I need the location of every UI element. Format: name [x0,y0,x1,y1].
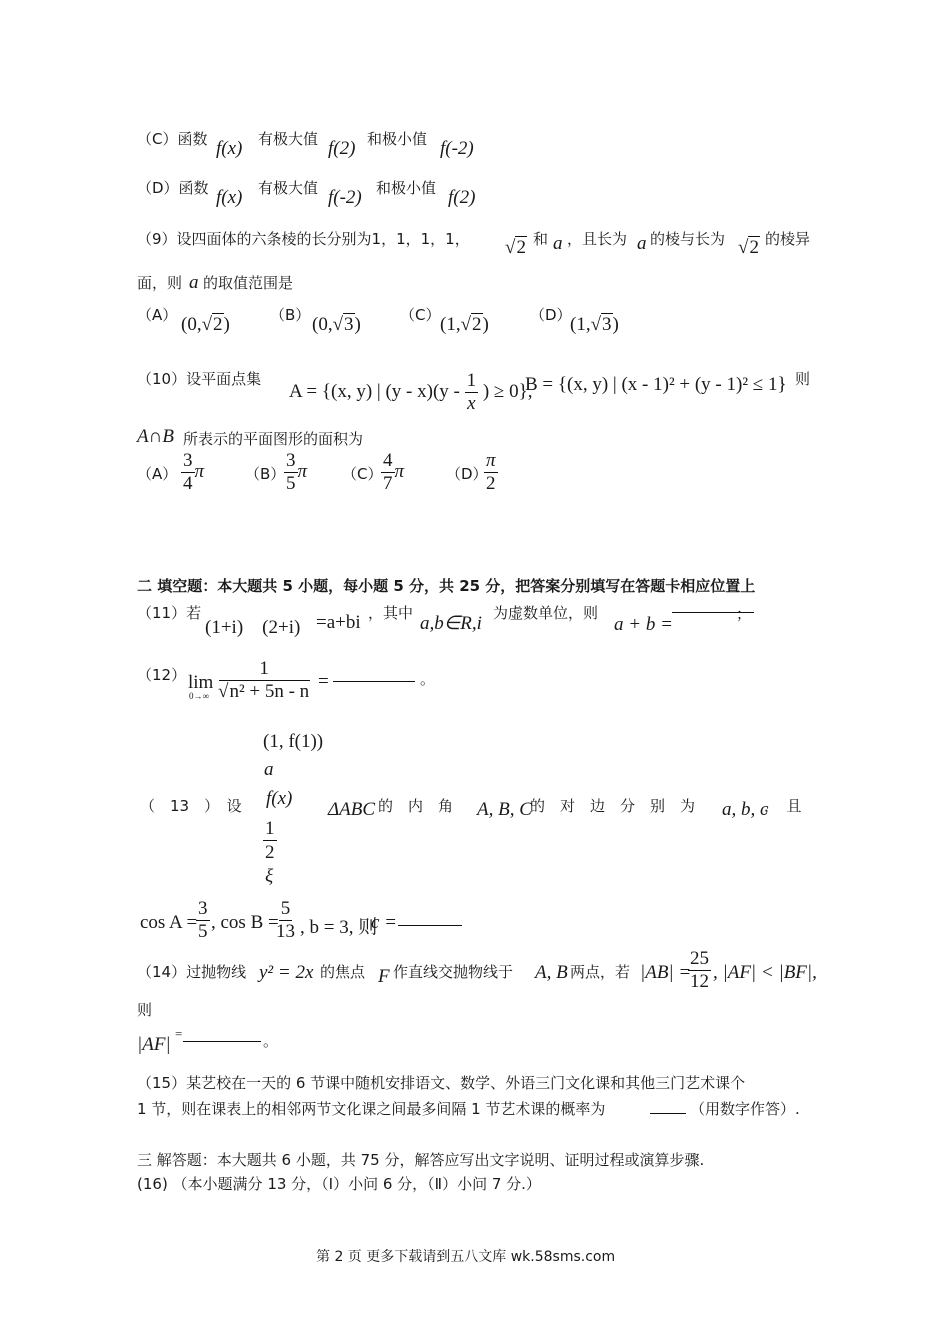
q9-mid2: 的棱与长为 [650,230,726,248]
q10-opt-b-label: （B） [245,465,286,483]
q14-absAF: |AF| [137,1034,171,1055]
q13-cosB: , cos B = [211,912,279,933]
q9-he: 和 [533,230,549,248]
q13-stack-3: 1 [265,818,275,839]
q9-opt-b: (0,√3) [312,314,361,335]
q9-line2a: 面，则 [137,274,183,292]
q13-cosA-frac: $\frac{3}{5}$ [198,898,208,942]
q14-t3: 两点，若 [570,963,631,981]
q8-c-f: f(x) [216,138,243,159]
q8-c-and: 和极小值 [367,130,428,148]
q9-sqrt2: √2 [505,237,526,258]
q13-answer-blank [398,925,462,926]
q9-opt-d-label: （D） [530,306,572,324]
section-3-title: 三 解答题：本大题共 6 小题，共 75 分，解答应写出文字说明、证明过程或演算步骤. [137,1151,705,1169]
q9-opt-d: (1,√3) [570,314,619,335]
q9-line2b: 的取值范围是 [203,274,294,292]
q14-AB: A, B [535,962,568,983]
q9-intro: （9）设四面体的六条棱的长分别为1，1，1，1， [137,230,470,248]
q14-F: F [378,966,390,987]
q13-tail: , b = 3, 则 [300,917,378,938]
q12-fraction: $\frac{1}{\text{√n² + 5n - n}}$ [218,658,310,702]
q9-sqrt2b: √2 [738,237,759,258]
q9-opt-c-label: （C） [400,306,441,324]
q9-a1: a [553,233,563,254]
q13-t1: 的 内 角 [378,797,454,815]
q12-eq: = [318,671,329,692]
q13-stack-4: 2 [265,842,275,863]
q11-cond: a,b∈R,i [420,613,482,634]
q13-stack-2: f(x) [266,788,293,809]
q8-d-v1: f(-2) [328,187,362,208]
q15-answer-blank [650,1113,686,1114]
page-footer: 第 2 页 更多下载请到五八文库 wk.58sms.com [316,1249,616,1265]
q13-tri: ΔABC [328,799,376,820]
q13-stack-5: ξ [265,866,274,887]
q13-label: （ 13 ） 设 [140,797,242,815]
q14-label: （14）过抛物线 [137,963,247,981]
section-2-title: 二 填空题：本大题共 5 小题，每小题 5 分，共 25 分，把答案分别填写在答题卡相应位置上 [137,577,756,595]
q10-opt-c: $\frac{4}{7}$ π [383,450,405,494]
q10-frac-1-x: $\frac{1}{x}$ [466,370,477,414]
q8-d-v2: f(2) [448,187,476,208]
q13-sides: a, b, c [722,799,769,820]
q9-opt-a-label: （A） [137,306,178,324]
q10-opt-c-label: （C） [342,465,383,483]
q14-absAB: |AB| = [640,962,692,983]
q11-eq: =a+bi [316,612,361,633]
q14-end: 。 [263,1032,279,1050]
q13-t3: ， 且 [764,797,802,815]
q13-abc: A, B, C [477,799,532,820]
q13-stack-0: (1, f(1)) [263,731,324,752]
q15-line2a: 1 节，则在课表上的相邻两节文化课之间最多间隔 1 节艺术课的概率为 [137,1100,606,1118]
q10-then: ，则 [780,370,811,388]
q10-line2: 所表示的平面图形的面积为 [183,430,364,448]
q8-c-mid: 有极大值 [258,130,319,148]
q9-opt-b-label: （B） [270,306,311,324]
q14-cond: , |AF| < |BF|, [713,962,817,983]
q13-stack-1: a [264,759,274,780]
q8-d-mid: 有极大值 [258,179,319,197]
q11-comma: ，其中 [368,604,414,622]
q14-eq: = [175,1026,183,1041]
q11-ans: a + b = [614,614,673,635]
q10-opt-d-label: （D） [446,465,488,483]
q12-lim: lim [188,672,214,693]
q9-a3: a [189,272,199,293]
q9-opt-c: (1,√2) [440,314,489,335]
q13-stack-bar [263,840,277,841]
q10-set-a: A = {(x, y) | (y - x)(y - $\frac{1}{x}$ ) ≥ 0}, [289,370,533,414]
q9-mid: ，且长为 [567,230,628,248]
q8-c-v1: f(2) [328,138,356,159]
question-16-header: (16) （本小题满分 13 分，（Ⅰ）小问 6 分，（Ⅱ）小问 7 分.） [137,1175,541,1193]
q8-c-label: （C）函数 [137,130,208,148]
q13-cosB-frac: $\frac{5}{13}$ [276,898,295,942]
q9-a2: a [637,233,647,254]
q11-expr: (1+i) (2+i) [205,617,301,638]
q8-d-f: f(x) [216,187,243,208]
q10-opt-a: $\frac{3}{4}$ π [183,450,205,494]
q14-then: 则 [137,1001,153,1019]
q10-opt-b: $\frac{3}{5}$ π [286,450,308,494]
q10-opt-a-label: （A） [137,465,178,483]
q10-intro: （10）设平面点集 [137,370,262,388]
q14-answer-blank [183,1041,261,1042]
q8-d-and: 和极小值 [376,179,437,197]
q11-label: （11）若 [137,604,202,622]
q13-t2: 的 对 边 分 别 为 [530,797,696,815]
q11-semi: ； [736,605,752,623]
q10-set-b: B = {(x, y) | (x - 1)² + (y - 1)² ≤ 1} [525,374,787,395]
q12-answer-blank [333,681,415,682]
q12-end: 。 [420,670,436,688]
q15-line2b: （用数字作答）. [690,1100,800,1118]
q9-tail: 的棱异 [765,230,811,248]
q14-parab: y² = 2x [259,962,314,983]
q14-t2: 作直线交抛物线于 [393,963,514,981]
q12-label: （12） [137,666,187,684]
q8-d-label: （D）函数 [137,179,209,197]
q10-a-cap-b: A∩B [137,426,174,447]
q11-unit: 为虚数单位，则 [493,604,599,622]
q15-line1: （15）某艺校在一天的 6 节课中随机安排语文、数学、外语三门文化课和其他三门艺术课个 [137,1074,746,1092]
q13-c: c = [371,912,398,933]
q12-lim-sub: 0→∞ [189,691,209,701]
q9-opt-a: (0,√2) [181,314,230,335]
q14-t1: 的焦点 [320,963,366,981]
q12-denominator: √n² + 5n - n [218,681,310,702]
q10-opt-d: $\frac{\pi}{2}$ [486,450,496,494]
q8-c-v2: f(-2) [440,138,474,159]
q13-cosA: cos A = [140,912,198,933]
q14-frac: $\frac{25}{12}$ [690,948,709,992]
